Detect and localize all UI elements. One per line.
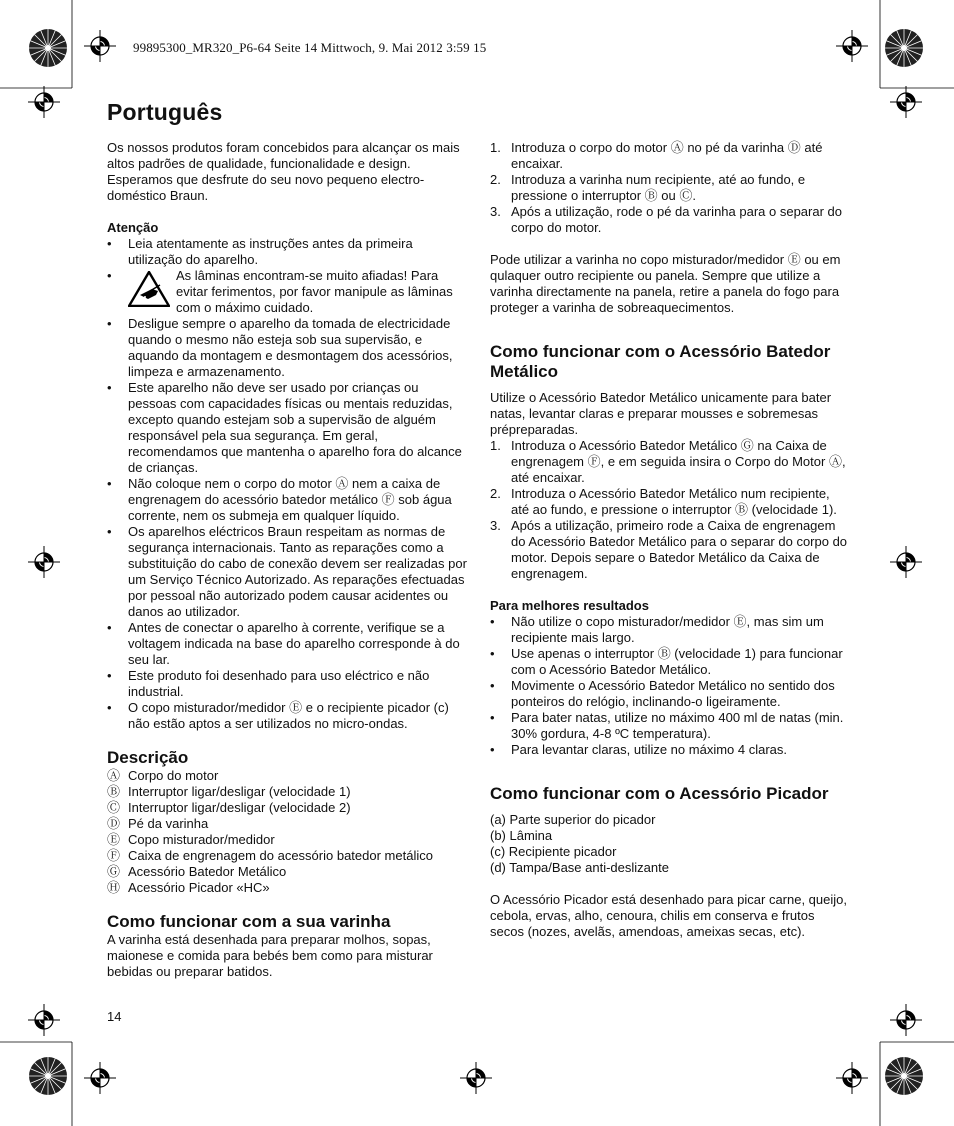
list-item: • Use apenas o interruptor Ⓑ (velocidade 1) para funcionar com o Acessório Batedor Metálico. [490, 646, 843, 677]
chopper-heading: Como funcionar com o Acessório Picador [490, 784, 829, 803]
chopper-parts [490, 812, 850, 876]
best-results-list [490, 614, 850, 758]
list-item: • Antes de conectar o aparelho à corrente, verifique se a voltagem indicada na base do aparelho corresponde à do seu lar. [107, 620, 460, 667]
list-item: (d) Tampa/Base anti-deslizante [490, 860, 669, 875]
list-item: Ⓗ Acessório Picador «HC» [107, 880, 270, 895]
list-item: (b) Lâmina [490, 828, 553, 843]
best-results-heading: Para melhores resultados [490, 598, 649, 613]
list-item: • O copo misturador/medidor Ⓔ e o recipiente picador (c) não estão aptos a ser utilizados no micro-ondas. [107, 700, 449, 731]
wand-steps [490, 140, 850, 236]
left-column [107, 140, 467, 980]
list-item: (c) Recipiente picador [490, 844, 617, 859]
list-item: 3. Após a utilização, rode o pé da varinha para o separar do corpo do motor. [490, 204, 842, 235]
whisk-steps [490, 438, 850, 582]
whisk-intro: Utilize o Acessório Batedor Metálico unicamente para bater natas, levantar claras e preparar mousses e sobremesas prépreparadas. [490, 390, 832, 437]
list-item: Ⓐ Corpo do motor [107, 768, 219, 783]
list-item: 2. Introduza o Acessório Batedor Metálico num recipiente, até ao fundo, e pressione o interruptor Ⓑ (velocidade 1). [490, 486, 837, 517]
list-item: • Este aparelho não deve ser usado por crianças ou pessoas com capacidades físicas ou mentais reduzidas, excepto quando estejam sob a supervisão de alguém responsável pela sua segurança. Em geral, recomendamos que mantenha o aparelho fora do alcance de crianças. [107, 380, 462, 475]
description-list [107, 768, 467, 896]
print-header: 99895300_MR320_P6-64 Seite 14 Mittwoch, 9. Mai 2012 3:59 15 [133, 40, 487, 55]
list-item: • Os aparelhos eléctricos Braun respeitam as normas de segurança internacionais. Tanto as reparações como a substituição do cabo de conexão devem ser realizadas por um Serviço Técnico Autorizado. As reparações efectuadas por pessoal não autorizado podem causar acidentes ou danos ao utilizador. [107, 524, 467, 619]
list-item: 2. Introduza a varinha num recipiente, até ao fundo, e pressione o interruptor Ⓑ ou Ⓒ. [490, 172, 806, 203]
list-item: • Leia atentamente as instruções antes da primeira utilização do aparelho. [107, 236, 413, 267]
list-item: Ⓑ Interruptor ligar/desligar (velocidade 1) [107, 784, 351, 799]
list-item: (a) Parte superior do picador [490, 812, 656, 827]
list-item: • Para levantar claras, utilize no máximo 4 claras. [490, 742, 788, 757]
wand-heading: Como funcionar com a sua varinha [107, 912, 391, 931]
list-item: 3. Após a utilização, primeiro rode a Caixa de engrenagem do Acessório Batedor Metálico para o separar do corpo do motor. Depois separe o Batedor Metálico da Caixa de engrenagem. [490, 518, 848, 581]
list-item: • Este produto foi desenhado para uso eléctrico e não industrial. [107, 668, 430, 699]
list-item: • Não utilize o copo misturador/medidor Ⓔ, mas sim um recipiente mais largo. [490, 614, 824, 645]
right-column [490, 140, 850, 940]
sharp-blade-warning-icon [128, 271, 170, 307]
list-item: • As lâminas encontram-se muito afiadas! Para evitar ferimentos, por favor manipule as lâminas com o máximo cuidado. [107, 268, 453, 315]
description-heading: Descrição [107, 748, 189, 767]
list-item: • Para bater natas, utilize no máximo 400 ml de natas (min. 30% gordura, 4-8 ºC temperatura). [490, 710, 844, 741]
list-item: Ⓔ Copo misturador/medidor [107, 832, 275, 847]
list-item: Ⓓ Pé da varinha [107, 816, 209, 831]
list-item: 1. Introduza o corpo do motor Ⓐ no pé da varinha Ⓓ até encaixar. [490, 140, 823, 171]
list-item: • Desligue sempre o aparelho da tomada de electricidade quando o mesmo não esteja sob sua supervisão, e aquando da montagem e desmontagem dos acessórios, limpeza e armazenamento. [107, 316, 453, 379]
list-item: Ⓒ Interruptor ligar/desligar (velocidade 2) [107, 800, 351, 815]
list-item: Ⓖ Acessório Batedor Metálico [107, 864, 287, 879]
chopper-text: O Acessório Picador está desenhado para picar carne, queijo, cebola, ervas, alho, cenoura, chilis em conserva e frutos secos (nozes, avelãs, amendoas, ameixas secas, etc). [490, 892, 847, 939]
wand-intro: A varinha está desenhada para preparar molhos, sopas, maionese e comida para bebés bem como para misturar bebidas ou preparar batidos. [107, 932, 433, 979]
whisk-heading: Como funcionar com o Acessório Batedor Metálico [490, 342, 831, 381]
list-item: Ⓕ Caixa de engrenagem do acessório batedor metálico [107, 848, 433, 863]
attention-heading: Atenção [107, 220, 159, 235]
list-item: • Movimente o Acessório Batedor Metálico no sentido dos ponteiros do relógio, inclinando-o ligeiramente. [490, 678, 835, 709]
list-item: • Não coloque nem o corpo do motor Ⓐ nem a caixa de engrenagem do acessório batedor metálico Ⓕ sob água corrente, nem os submeja em qualquer líquido. [107, 476, 452, 523]
attention-list [107, 236, 467, 732]
intro-paragraph: Os nossos produtos foram concebidos para alcançar os mais altos padrões de qualidade, funcionalidade e design. Esperamos que desfrute do seu novo pequeno electro-doméstico Braun. [107, 140, 460, 203]
page-title: Português [107, 99, 223, 125]
page-number: 14 [107, 1009, 122, 1024]
list-item: 1. Introduza o Acessório Batedor Metálico Ⓖ na Caixa de engrenagem Ⓕ, e em seguida insira o Corpo do Motor Ⓐ, até encaixar. [490, 438, 846, 485]
wand-note: Pode utilizar a varinha no copo misturador/medidor Ⓔ ou em qulaquer outro recipiente ou panela. Sempre que utilize a varinha directamente na panela, retire a panela do fogo para proteger a varinha de sobreaquecimentos. [490, 252, 841, 315]
